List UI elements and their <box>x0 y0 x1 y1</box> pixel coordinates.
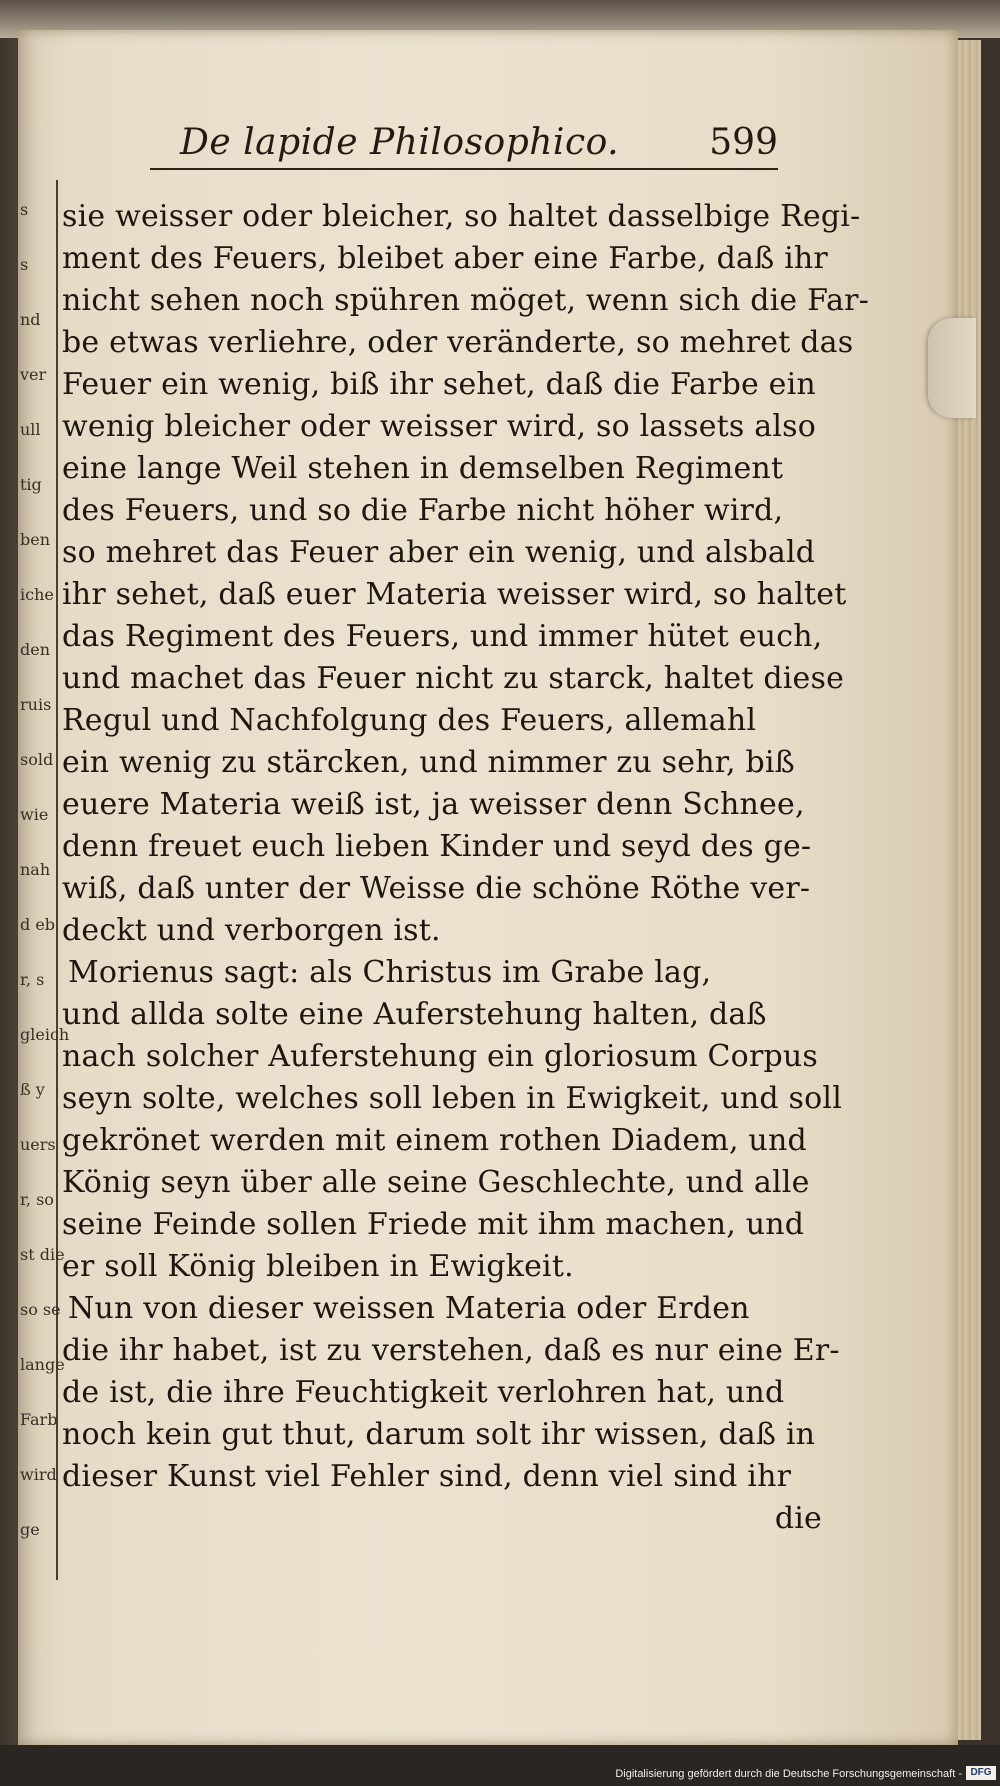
margin-fragment: wie <box>20 805 49 824</box>
text-line: und machet das Feuer nicht zu starck, haltet diese <box>62 661 845 696</box>
margin-fragment: s <box>20 200 29 219</box>
text-line: dieser Kunst viel Fehler sind, denn viel sind ihr <box>62 1459 792 1494</box>
margin-fragment: nah <box>20 860 51 879</box>
margin-fragment: ge <box>20 1520 40 1539</box>
margin-fragment: d eb <box>20 915 56 934</box>
text-line: und allda solte eine Auferstehung halten, daß <box>62 997 767 1032</box>
margin-fragment: gleich <box>20 1025 70 1044</box>
text-line: so mehret das Feuer aber ein wenig, und alsbald <box>62 535 816 570</box>
text-line: eine lange Weil stehen in demselben Regiment <box>62 451 784 486</box>
margin-fragment: tig <box>20 475 42 494</box>
margin-fragment: ull <box>20 420 41 439</box>
text-line: er soll König bleiben in Ewigkeit. <box>62 1249 574 1284</box>
text-line: Regul und Nachfolgung des Feuers, allemahl <box>62 703 757 738</box>
margin-fragment: lange <box>20 1355 65 1374</box>
margin-fragment: r, s <box>20 970 45 989</box>
margin-fragment: ß y <box>20 1080 45 1099</box>
page-number: 599 <box>709 122 778 163</box>
text-line: des Feuers, und so die Farbe nicht höher wird, <box>62 493 784 528</box>
text-line: ihr sehet, daß euer Materia weisser wird, so haltet <box>62 577 847 612</box>
text-line: de ist, die ihre Feuchtigkeit verlohren hat, und <box>62 1375 785 1410</box>
text-line: sie weisser oder bleicher, so haltet dasselbige Regi- <box>62 199 861 234</box>
text-line: be etwas verliehre, oder veränderte, so mehret das <box>62 325 854 360</box>
dfg-logo-badge: DFG <box>966 1766 996 1780</box>
margin-fragment: wird <box>20 1465 57 1484</box>
margin-fragment: den <box>20 640 51 659</box>
text-line: ein wenig zu stärcken, und nimmer zu sehr, biß <box>62 745 795 780</box>
text-line: denn freuet euch lieben Kinder und seyd des ge- <box>62 829 812 864</box>
text-line: deckt und verborgen ist. <box>62 913 441 948</box>
text-line: noch kein gut thut, darum solt ihr wissen, daß in <box>62 1417 816 1452</box>
margin-fragment: sold <box>20 750 54 769</box>
digitization-credit: Digitalisierung gefördert durch die Deutsche Forschungsgemeinschaft - <box>615 1768 962 1780</box>
text-line: nach solcher Auferstehung ein gloriosum Corpus <box>62 1039 819 1074</box>
margin-fragment: iche <box>20 585 54 604</box>
paragraph-start-line: Morienus sagt: als Christus im Grabe lag, <box>68 955 712 990</box>
text-line: wiß, daß unter der Weisse die schöne Röthe ver- <box>62 871 811 906</box>
page-tab <box>928 318 976 418</box>
text-line: gekrönet werden mit einem rothen Diadem, und <box>62 1123 807 1158</box>
margin-fragment: ver <box>20 365 47 384</box>
margin-fragment: so se <box>20 1300 61 1319</box>
margin-fragment: s <box>20 255 29 274</box>
margin-fragment: Farb <box>20 1410 58 1429</box>
margin-fragment: r, so <box>20 1190 54 1209</box>
text-line: euere Materia weiß ist, ja weisser denn Schnee, <box>62 787 805 822</box>
text-line: seyn solte, welches soll leben in Ewigkeit, und soll <box>62 1081 842 1116</box>
text-line: die ihr habet, ist zu verstehen, daß es nur eine Er- <box>62 1333 840 1368</box>
margin-fragment: ben <box>20 530 51 549</box>
body-text <box>62 196 870 1540</box>
text-line: nicht sehen noch spühren möget, wenn sich die Far- <box>62 283 870 318</box>
text-line: das Regiment des Feuers, und immer hütet euch, <box>62 619 823 654</box>
margin-fragment: st die <box>20 1245 65 1264</box>
text-line: seine Feinde sollen Friede mit ihm machen, und <box>62 1207 805 1242</box>
paragraph-start-line: Nun von dieser weissen Materia oder Erden <box>68 1291 750 1326</box>
text-line: König seyn über alle seine Geschlechte, und alle <box>62 1165 810 1200</box>
page-header <box>150 120 790 170</box>
margin-fragment: ruis <box>20 695 52 714</box>
margin-fragment: nd <box>20 310 41 329</box>
margin-fragment: uers <box>20 1135 56 1154</box>
text-line: ment des Feuers, bleibet aber eine Farbe, daß ihr <box>62 241 828 276</box>
running-title: De lapide Philosophico. <box>180 122 620 163</box>
header-rule <box>150 168 778 170</box>
text-line: wenig bleicher oder weisser wird, so lassets also <box>62 409 816 444</box>
catchword: die <box>774 1501 822 1536</box>
text-line: Feuer ein wenig, biß ihr sehet, daß die Farbe ein <box>62 367 816 402</box>
